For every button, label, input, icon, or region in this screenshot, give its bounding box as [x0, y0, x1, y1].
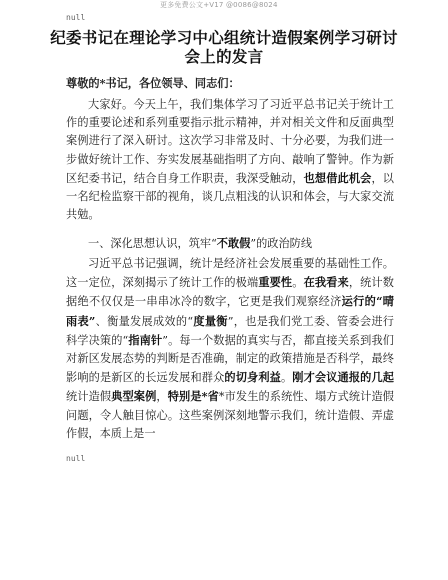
text-run: *市发生的系统性、塌方式统计造假问题，令人触目惊心。这些案例深刻地警示我们，统计造假、弄虚作假，本质上是一 — [66, 390, 394, 440]
text-run: 、衡量发展成效的“ — [95, 314, 194, 328]
text-run: 一、深化思想认识，筑牢“ — [88, 237, 217, 250]
text-run: ， — [156, 390, 168, 404]
paragraph-2 — [66, 255, 394, 443]
text-run: ”的政治防线 — [250, 237, 313, 250]
bold-run: 特别是*省 — [167, 389, 219, 404]
bold-run: 典型案例 — [111, 389, 157, 404]
text-run: ，统计数据绝不仅仅是一串串冰冷的数字，它更是我们观察经济 — [66, 276, 394, 309]
paragraph-1 — [66, 96, 394, 224]
bold-run: 指南针 — [128, 332, 163, 347]
document-title: 纪委书记在理论学习中心组统计造假案例学习研讨会上的发言 — [50, 28, 398, 66]
bold-run: 在我看来 — [303, 275, 349, 290]
text-run: ，以一名纪检监察干部的视角，谈几点粗浅的认识和体会，与大家交流共勉。 — [66, 171, 394, 222]
text-run: 习近平总书记强调，统计是经济社会发展重要的基础性工作。这一定位，深刻揭示了统计工作的极端 — [66, 257, 394, 290]
text-run: ”，也是我们党工委、管委会进行科学决策的“ — [66, 314, 394, 347]
text-run: 大家好。今天上午，我们集体学习了习近平总书记关于统计工作的重要论述和系列重要指示批示精神，并对相关文件和反面典型案例进行了深入研讨。这次学习非常及时、十分必要，为我们进一步做好统计工作、夯实发展基础指明了方向、敲响了警钟。作为新区纪委书记，结合自身工作职责，我深受触动， — [66, 98, 394, 185]
text-run: 。 — [292, 276, 304, 290]
bold-run: 的切身利益 — [224, 370, 281, 385]
bold-run: 运行的“晴雨表” — [66, 294, 394, 328]
bold-run: 不敢假 — [216, 236, 251, 250]
bold-run: 也想借此机会 — [303, 170, 372, 185]
null-marker-top: null — [66, 13, 86, 22]
header-note: 更多免费公文+V17 @0086@8024 — [160, 1, 278, 9]
text-run: 统计造假 — [66, 390, 112, 404]
text-run: ”。每一个数据的真实与否，都直接关系到我们对新区发展态势的判断是否准确，制定的政策措施是否科学，最终影响的是新区的长远发展和群众 — [66, 333, 394, 385]
text-run: 。 — [280, 371, 293, 385]
section-heading-1 — [66, 234, 394, 253]
bold-run: 刚才会议通报的几起 — [292, 370, 394, 385]
null-marker-bottom: null — [66, 454, 86, 463]
salutation: 尊敬的*书记，各位领导、同志们： — [66, 76, 240, 90]
bold-run: 度量衡 — [193, 313, 228, 328]
bold-run: 重要性 — [258, 275, 293, 290]
